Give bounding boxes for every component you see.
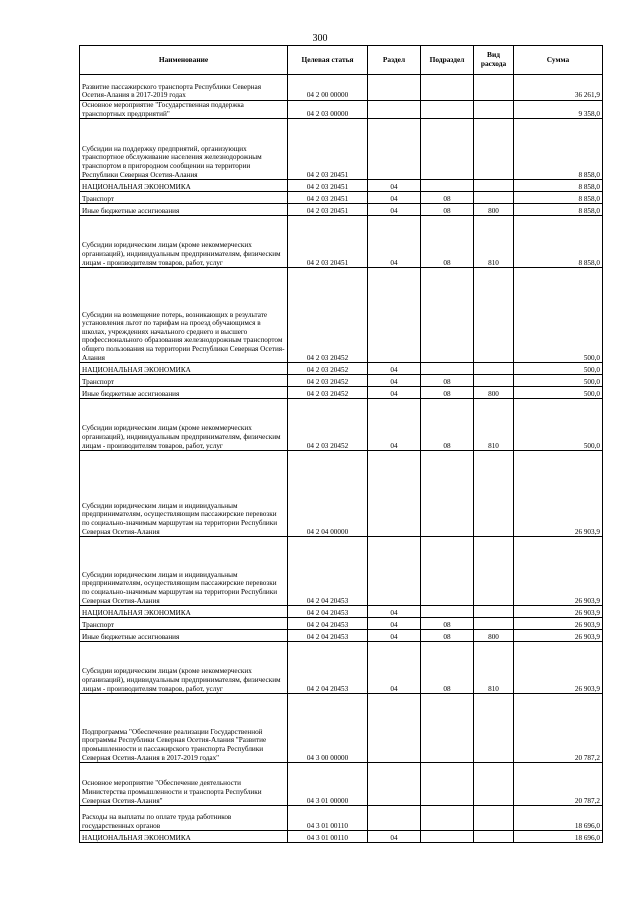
cell-amount: 26 903,9 bbox=[514, 606, 603, 618]
cell-expense-type bbox=[474, 375, 514, 387]
table-row bbox=[80, 216, 603, 268]
cell-subsection bbox=[421, 180, 474, 192]
cell-section: 04 bbox=[368, 831, 421, 843]
table-row bbox=[80, 204, 603, 216]
table-row bbox=[80, 180, 603, 192]
cell-subsection: 08 bbox=[421, 618, 474, 630]
cell-amount: 500,0 bbox=[514, 399, 603, 451]
table-row bbox=[80, 451, 603, 537]
cell-target-item: 04 2 03 20451 bbox=[288, 180, 368, 192]
table-row bbox=[80, 606, 603, 618]
cell-amount: 8 858,0 bbox=[514, 119, 603, 180]
column-header-expense-type: Вид расхода bbox=[474, 46, 514, 75]
cell-section: 04 bbox=[368, 642, 421, 694]
cell-section: 04 bbox=[368, 180, 421, 192]
cell-amount: 500,0 bbox=[514, 268, 603, 363]
table-header-row bbox=[80, 46, 603, 75]
cell-section: 04 bbox=[368, 204, 421, 216]
cell-amount: 500,0 bbox=[514, 363, 603, 375]
cell-section: 04 bbox=[368, 630, 421, 642]
cell-amount: 36 261,9 bbox=[514, 75, 603, 101]
cell-amount: 8 858,0 bbox=[514, 204, 603, 216]
cell-section: 04 bbox=[368, 606, 421, 618]
cell-target-item: 04 2 00 00000 bbox=[288, 75, 368, 101]
cell-target-item: 04 3 00 00000 bbox=[288, 694, 368, 763]
cell-name: Расходы на выплаты по оплате труда работников государственных органов bbox=[80, 806, 288, 831]
cell-target-item: 04 3 01 00110 bbox=[288, 806, 368, 831]
cell-section: 04 bbox=[368, 618, 421, 630]
cell-name: Транспорт bbox=[80, 375, 288, 387]
cell-target-item: 04 2 04 20453 bbox=[288, 630, 368, 642]
cell-section bbox=[368, 119, 421, 180]
cell-section: 04 bbox=[368, 387, 421, 399]
cell-subsection: 08 bbox=[421, 642, 474, 694]
column-header-amount: Сумма bbox=[514, 46, 603, 75]
cell-amount: 26 903,9 bbox=[514, 618, 603, 630]
table-row bbox=[80, 806, 603, 831]
cell-name: Основное мероприятие "Государственная поддержка транспортных предприятий" bbox=[80, 101, 288, 119]
cell-amount: 20 787,2 bbox=[514, 763, 603, 806]
cell-amount: 18 696,0 bbox=[514, 806, 603, 831]
cell-expense-type: 810 bbox=[474, 642, 514, 694]
table-row bbox=[80, 630, 603, 642]
cell-section: 04 bbox=[368, 216, 421, 268]
cell-subsection bbox=[421, 694, 474, 763]
cell-amount: 8 858,0 bbox=[514, 180, 603, 192]
cell-name: Субсидии юридическим лицам (кроме некоммерческих организаций), индивидуальным предпринимателям, физическим лицам - производителям товаров, работ, услуг bbox=[80, 642, 288, 694]
cell-name: Субсидии юридическим лицам и индивидуальным предпринимателям, осуществляющим пассажирские перевозки по социально-значимым маршрутам на территории Республики Северная Осетия-Алания bbox=[80, 451, 288, 537]
cell-expense-type: 810 bbox=[474, 216, 514, 268]
cell-expense-type bbox=[474, 363, 514, 375]
cell-name: Иные бюджетные ассигнования bbox=[80, 630, 288, 642]
cell-subsection: 08 bbox=[421, 387, 474, 399]
cell-subsection: 08 bbox=[421, 630, 474, 642]
cell-expense-type bbox=[474, 806, 514, 831]
cell-subsection: 08 bbox=[421, 204, 474, 216]
cell-name: Иные бюджетные ассигнования bbox=[80, 204, 288, 216]
table-row bbox=[80, 268, 603, 363]
table-row bbox=[80, 387, 603, 399]
cell-section: 04 bbox=[368, 192, 421, 204]
cell-amount: 26 903,9 bbox=[514, 630, 603, 642]
cell-expense-type bbox=[474, 180, 514, 192]
cell-target-item: 04 2 03 20452 bbox=[288, 363, 368, 375]
cell-expense-type bbox=[474, 618, 514, 630]
cell-name: Подпрограмма "Обеспечение реализации Государственной программы Республики Северная Осетия-Алания "Развитие промышленности и пассажирского транспорта Республики Северная Осетия-Алания в 2017-2019 годах" bbox=[80, 694, 288, 763]
cell-name: Субсидии юридическим лицам (кроме некоммерческих организаций), индивидуальным предпринимателям, физическим лицам - производителям товаров, работ, услуг bbox=[80, 399, 288, 451]
cell-section bbox=[368, 268, 421, 363]
cell-amount: 500,0 bbox=[514, 387, 603, 399]
cell-expense-type: 800 bbox=[474, 630, 514, 642]
table-row bbox=[80, 694, 603, 763]
cell-section bbox=[368, 806, 421, 831]
cell-target-item: 04 2 03 00000 bbox=[288, 101, 368, 119]
cell-section bbox=[368, 451, 421, 537]
column-header-subsection: Подраздел bbox=[421, 46, 474, 75]
table-row bbox=[80, 642, 603, 694]
cell-amount: 26 903,9 bbox=[514, 451, 603, 537]
cell-amount: 26 903,9 bbox=[514, 537, 603, 606]
cell-target-item: 04 3 01 00110 bbox=[288, 831, 368, 843]
cell-expense-type: 800 bbox=[474, 387, 514, 399]
cell-amount: 18 696,0 bbox=[514, 831, 603, 843]
column-header-section: Раздел bbox=[368, 46, 421, 75]
cell-subsection bbox=[421, 763, 474, 806]
budget-table bbox=[79, 45, 603, 843]
table-row bbox=[80, 763, 603, 806]
cell-target-item: 04 2 03 20452 bbox=[288, 387, 368, 399]
cell-expense-type bbox=[474, 831, 514, 843]
cell-name: НАЦИОНАЛЬНАЯ ЭКОНОМИКА bbox=[80, 831, 288, 843]
cell-expense-type bbox=[474, 268, 514, 363]
table-row bbox=[80, 119, 603, 180]
cell-subsection: 08 bbox=[421, 192, 474, 204]
cell-subsection: 08 bbox=[421, 375, 474, 387]
cell-subsection bbox=[421, 101, 474, 119]
cell-section: 04 bbox=[368, 363, 421, 375]
cell-target-item: 04 2 03 20451 bbox=[288, 119, 368, 180]
column-header-name: Наименование bbox=[80, 46, 288, 75]
table-row bbox=[80, 537, 603, 606]
cell-subsection bbox=[421, 75, 474, 101]
cell-section bbox=[368, 101, 421, 119]
cell-subsection bbox=[421, 268, 474, 363]
cell-target-item: 04 2 03 20452 bbox=[288, 268, 368, 363]
cell-name: Транспорт bbox=[80, 618, 288, 630]
table-row bbox=[80, 192, 603, 204]
table-row bbox=[80, 375, 603, 387]
cell-name: Иные бюджетные ассигнования bbox=[80, 387, 288, 399]
cell-target-item: 04 2 04 20453 bbox=[288, 642, 368, 694]
cell-expense-type bbox=[474, 694, 514, 763]
cell-subsection bbox=[421, 451, 474, 537]
cell-name: Субсидии юридическим лицам и индивидуальным предпринимателям, осуществляющим пассажирские перевозки по социально-значимым маршрутам на территории Республики Северная Осетия-Алания bbox=[80, 537, 288, 606]
cell-subsection bbox=[421, 806, 474, 831]
page-number: 300 bbox=[312, 33, 328, 44]
cell-name: НАЦИОНАЛЬНАЯ ЭКОНОМИКА bbox=[80, 363, 288, 375]
cell-subsection bbox=[421, 119, 474, 180]
cell-target-item: 04 2 04 20453 bbox=[288, 618, 368, 630]
cell-target-item: 04 3 01 00000 bbox=[288, 763, 368, 806]
cell-section: 04 bbox=[368, 375, 421, 387]
table-row bbox=[80, 363, 603, 375]
cell-subsection: 08 bbox=[421, 216, 474, 268]
cell-target-item: 04 2 04 20453 bbox=[288, 606, 368, 618]
cell-expense-type bbox=[474, 451, 514, 537]
cell-expense-type bbox=[474, 119, 514, 180]
cell-name: Основное мероприятие "Обеспечение деятельности Министерства промышленности и транспорта Республики Северная Осетия-Алания" bbox=[80, 763, 288, 806]
cell-section bbox=[368, 694, 421, 763]
cell-amount: 500,0 bbox=[514, 375, 603, 387]
cell-section: 04 bbox=[368, 399, 421, 451]
cell-subsection bbox=[421, 537, 474, 606]
cell-expense-type bbox=[474, 75, 514, 101]
cell-section bbox=[368, 537, 421, 606]
cell-expense-type bbox=[474, 101, 514, 119]
cell-name: НАЦИОНАЛЬНАЯ ЭКОНОМИКА bbox=[80, 606, 288, 618]
table-row bbox=[80, 101, 603, 119]
cell-name: Субсидии юридическим лицам (кроме некоммерческих организаций), индивидуальным предпринимателям, физическим лицам - производителям товаров, работ, услуг bbox=[80, 216, 288, 268]
cell-expense-type bbox=[474, 192, 514, 204]
cell-expense-type bbox=[474, 537, 514, 606]
cell-expense-type bbox=[474, 763, 514, 806]
cell-name: НАЦИОНАЛЬНАЯ ЭКОНОМИКА bbox=[80, 180, 288, 192]
cell-amount: 20 787,2 bbox=[514, 694, 603, 763]
cell-target-item: 04 2 03 20451 bbox=[288, 204, 368, 216]
cell-target-item: 04 2 04 20453 bbox=[288, 537, 368, 606]
cell-amount: 26 903,9 bbox=[514, 642, 603, 694]
cell-subsection bbox=[421, 363, 474, 375]
cell-expense-type: 810 bbox=[474, 399, 514, 451]
cell-amount: 8 858,0 bbox=[514, 192, 603, 204]
table-row bbox=[80, 399, 603, 451]
cell-section bbox=[368, 75, 421, 101]
cell-section bbox=[368, 763, 421, 806]
cell-target-item: 04 2 03 20452 bbox=[288, 399, 368, 451]
cell-subsection: 08 bbox=[421, 399, 474, 451]
cell-amount: 9 358,0 bbox=[514, 101, 603, 119]
cell-expense-type: 800 bbox=[474, 204, 514, 216]
cell-target-item: 04 2 03 20451 bbox=[288, 216, 368, 268]
cell-subsection bbox=[421, 606, 474, 618]
cell-amount: 8 858,0 bbox=[514, 216, 603, 268]
table-body bbox=[80, 75, 603, 843]
table-row bbox=[80, 831, 603, 843]
cell-target-item: 04 2 04 00000 bbox=[288, 451, 368, 537]
cell-subsection bbox=[421, 831, 474, 843]
column-header-target-item: Целевая статья bbox=[288, 46, 368, 75]
table-row bbox=[80, 618, 603, 630]
cell-name: Развитие пассажирского транспорта Республики Северная Осетия-Алания в 2017-2019 годах bbox=[80, 75, 288, 101]
cell-name: Транспорт bbox=[80, 192, 288, 204]
cell-expense-type bbox=[474, 606, 514, 618]
cell-name: Субсидии на поддержку предприятий, организующих транспортное обслуживание населения железнодорожным транспортом в пригородном сообщении на территории Республики Северная Осетия-Алания bbox=[80, 119, 288, 180]
cell-name: Субсидии на возмещение потерь, возникающих в результате установления льгот по тарифам на проезд обучающимся в школах, учреждениях начального среднего и высшего профессионального образования железнодорожным транспортом общего пользования на территории Республики Северная Осетия-Алания bbox=[80, 268, 288, 363]
table-row bbox=[80, 75, 603, 101]
cell-target-item: 04 2 03 20452 bbox=[288, 375, 368, 387]
cell-target-item: 04 2 03 20451 bbox=[288, 192, 368, 204]
